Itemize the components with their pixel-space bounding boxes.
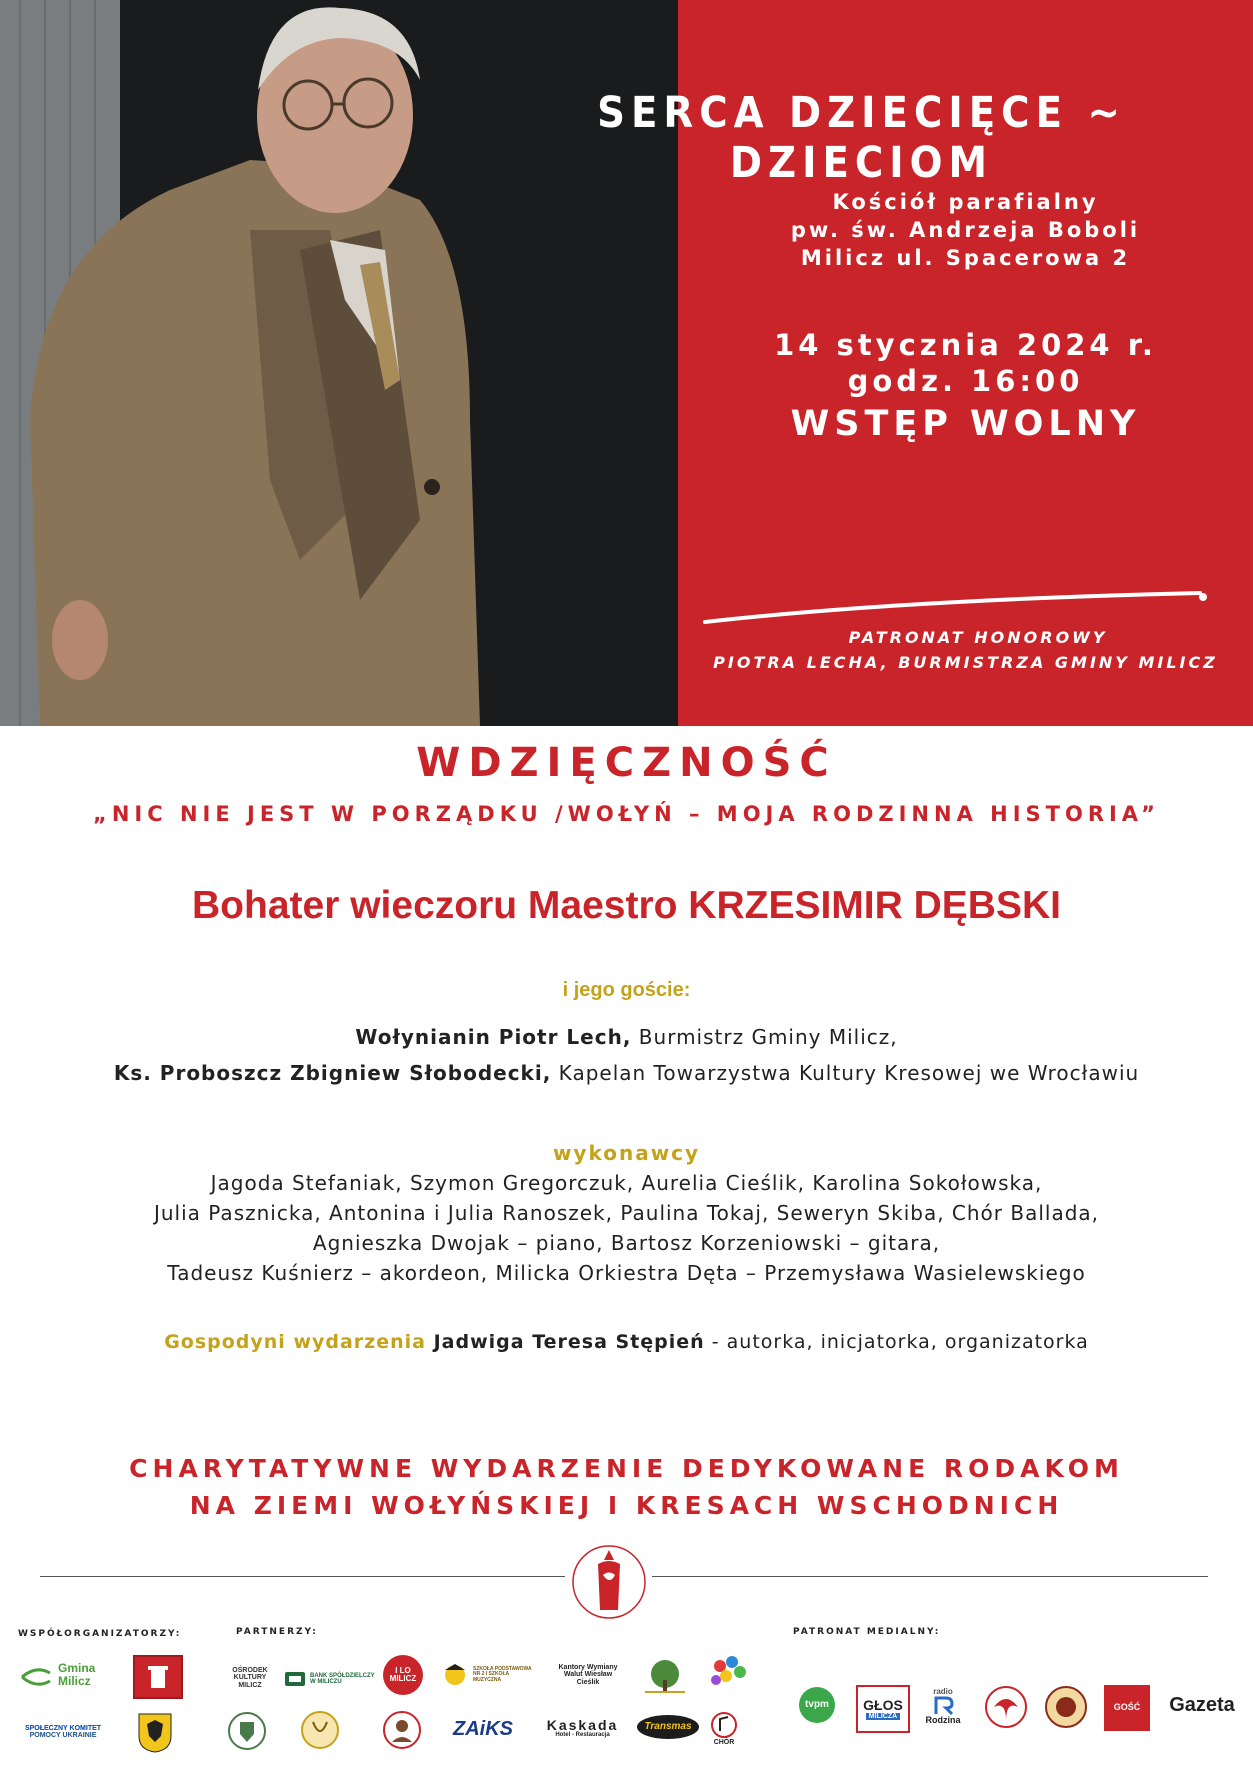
- event-title: SERCA DZIECIĘCE ~ DZIECIOM: [597, 88, 1126, 188]
- host-line: [0, 1331, 1253, 1353]
- charity-line-1: CHARYTATYWNE WYDARZENIE DEDYKOWANE RODAKOM: [129, 1454, 1124, 1483]
- kaskada-logo: Kaskada Hotel - Restauracja: [546, 1716, 619, 1739]
- guest-line-1: [0, 1025, 1253, 1049]
- patronage-label: PATRONAT HONOROWY: [848, 628, 1108, 647]
- guests-label: i jego goście:: [562, 979, 691, 1001]
- event-date: 14 stycznia 2024 r.: [774, 328, 1157, 362]
- shield-badge-icon: [226, 1710, 268, 1752]
- media-label: PATRONAT MEDIALNY:: [793, 1627, 941, 1637]
- bank-icon: [283, 1669, 307, 1689]
- patronage-name: PIOTRA LECHA, BURMISTRZA GMINY MILICZ: [713, 653, 1218, 672]
- partners-label: PARTNERZY:: [236, 1627, 318, 1637]
- portrait-badge-icon: [382, 1710, 422, 1750]
- performers-line-3: Agnieszka Dwojak – piano, Bartosz Korzeniowski – gitara,: [312, 1231, 941, 1255]
- hero-line: Bohater wieczoru Maestro KRZESIMIR DĘBSKI: [192, 884, 1061, 927]
- gmina-milicz-icon: [18, 1663, 54, 1687]
- performers-line-2: Julia Pasznicka, Antonina i Julia Ranoszek, Paulina Tokaj, Seweryn Skiba, Chór Ballada,: [153, 1201, 1100, 1225]
- performers-label: wykonawcy: [552, 1141, 701, 1165]
- gazeta-logo: Gazeta: [1169, 1693, 1235, 1716]
- guest-1-role: Burmistrz Gminy Milicz,: [631, 1025, 898, 1049]
- coorganizers-label: WSPÓŁORGANIZATORZY:: [18, 1629, 182, 1639]
- eagle-red-icon: [982, 1685, 1030, 1729]
- radio-r-icon: [932, 1696, 954, 1716]
- ilo-milicz-logo: I LO MILICZ: [383, 1655, 423, 1695]
- silesia-eagle-icon: [135, 1710, 175, 1754]
- event-time: godz. 16:00: [847, 364, 1084, 398]
- music-note-icon: [710, 1711, 738, 1739]
- lyre-emblem-icon: [300, 1710, 340, 1750]
- performers-line-4: Tadeusz Kuśnierz – akordeon, Milicka Orkiestra Dęta – Przemysława Wasielewskiego: [167, 1261, 1086, 1285]
- guest-2-role: Kapelan Towarzystwa Kultury Kresowej we Wrocławiu: [551, 1061, 1140, 1085]
- pen-stroke-decoration: [700, 585, 1220, 625]
- main-heading: WDZIĘCZNOŚĆ: [416, 740, 837, 786]
- venue-line-3: Milicz ul. Spacerowa 2: [800, 246, 1131, 270]
- guest-1-name: Wołynianin Piotr Lech,: [355, 1025, 632, 1049]
- divider-left: [40, 1576, 565, 1577]
- host-name: Jadwiga Teresa Stępień: [425, 1331, 705, 1353]
- chor-ballada-logo: CHÓR: [703, 1705, 745, 1753]
- radio-rodzina-logo: radio Rodzina: [925, 1687, 961, 1726]
- bank-spoldzielczy-logo: BANK SPÓŁDZIELCZY W MILICZU: [283, 1668, 383, 1690]
- kantory-logo: Kantory Wymiany Walut Wiesław Cieślik: [558, 1663, 618, 1686]
- divider-right: [652, 1576, 1208, 1577]
- charity-line-2: NA ZIEMI WOŁYŃSKIEJ I KRESACH WSCHODNICH: [189, 1491, 1064, 1520]
- host-label: Gospodyni wydarzenia: [164, 1331, 426, 1353]
- admission-free: WSTĘP WOLNY: [790, 404, 1141, 444]
- emblem-logo: [570, 1530, 648, 1630]
- balloons-icon: [706, 1652, 750, 1696]
- zaiks-logo: ZAiKS: [453, 1717, 513, 1740]
- szkola-podstawowa-logo: SZKOŁA PODSTAWOWA NR 2 I SZKOŁA MUZYCZNA: [440, 1660, 540, 1690]
- main-subheading: „NIC NIE JEST W PORZĄDKU /WOŁYŃ – MOJA RODZINNA HISTORIA”: [93, 802, 1160, 826]
- ukraine-committee-logo: SPOŁECZNY KOMITET POMOCY UKRAINIE: [18, 1720, 108, 1744]
- guest-line-2: [0, 1061, 1253, 1085]
- tvpm-logo: tvpm: [792, 1685, 842, 1725]
- host-role: - autorka, inicjatorka, organizatorka: [704, 1331, 1089, 1353]
- venue-line-1: Kościół parafialny: [832, 190, 1099, 214]
- tree-emblem-icon: [640, 1656, 690, 1696]
- venue-line-2: pw. św. Andrzeja Boboli: [790, 218, 1141, 242]
- guest-2-name: Ks. Proboszcz Zbigniew Słobodecki,: [113, 1061, 552, 1085]
- osrodek-kultury-logo: OŚRODEK KULTURY MILICZ: [232, 1666, 268, 1689]
- glos-milicza-logo: GŁOS MILICZA: [856, 1685, 910, 1733]
- gosc-niedzielny-logo: GOŚĆ: [1104, 1685, 1150, 1731]
- coat-of-arms-milicz-icon: [133, 1655, 183, 1699]
- seal-emblem-icon: [1042, 1683, 1090, 1731]
- school-icon: [440, 1662, 470, 1688]
- performers-line-1: Jagoda Stefaniak, Szymon Gregorczuk, Aurelia Cieślik, Karolina Sokołowska,: [210, 1171, 1043, 1195]
- gmina-milicz-logo: Gmina Milicz: [18, 1660, 108, 1690]
- transmas-logo: Transmas: [637, 1715, 699, 1739]
